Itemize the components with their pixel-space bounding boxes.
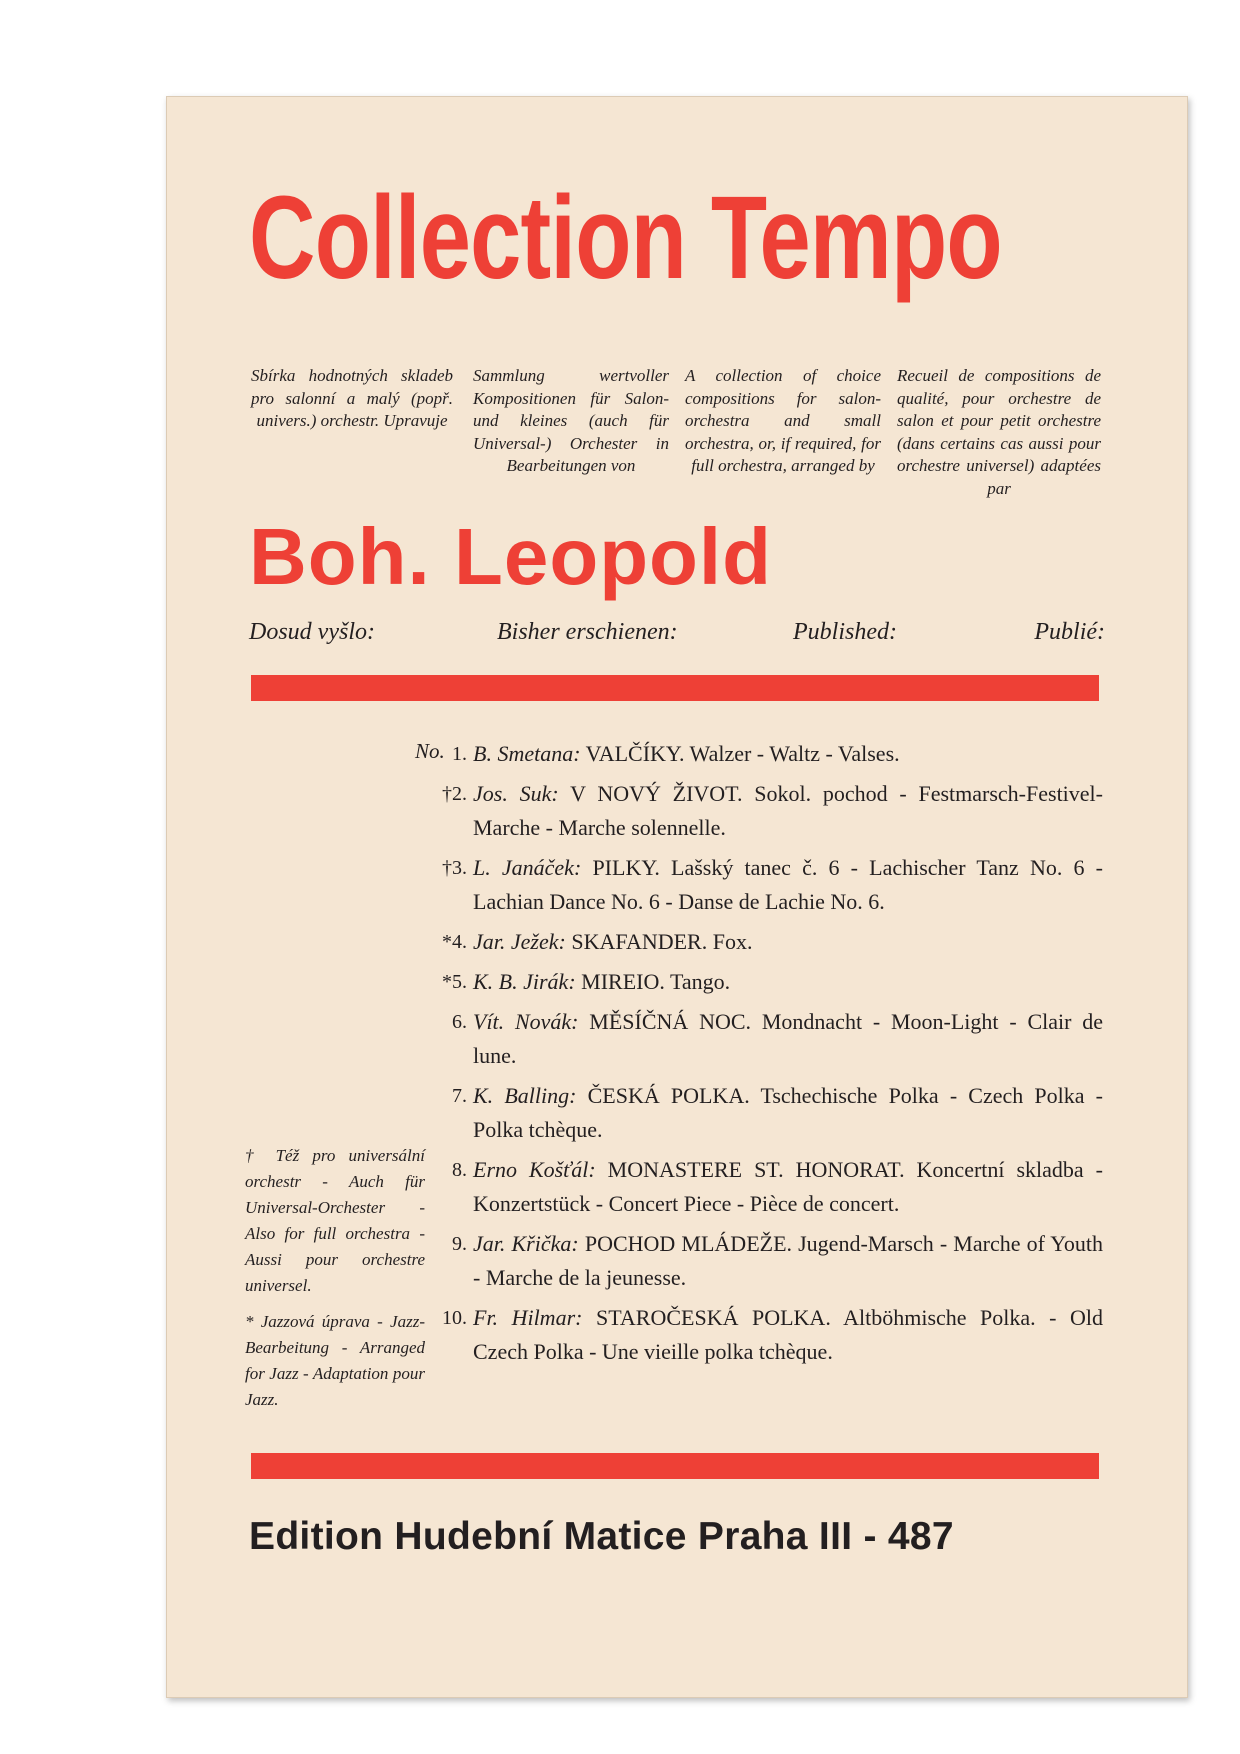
entry-composer: Fr. Hilmar: [473, 1305, 583, 1330]
entry-composer: Erno Košťál: [473, 1157, 596, 1182]
entry-title: PILKY. Lašský tanec č. 6 - Lachischer Tanz No. 6 - Lachian Dance No. 6 - Danse de Lachie No. 6. [473, 855, 1103, 914]
description-french: Recueil de compositions de qualité, pour orchestre de salon et pour petit orchestre (dans certains cas aussi pour orchestre universel) adaptées par [897, 366, 1101, 498]
entry-title: MIREIO. Tango. [581, 969, 731, 994]
published-label-french: Publié: [1034, 619, 1105, 645]
entry-composer: K. B. Jirák: [473, 969, 576, 994]
entry-title: POCHOD MLÁDEŽE. Jugend-Marsch - Marche of Youth - Marche de la jeunesse. [473, 1231, 1104, 1290]
entry-number: 1. [452, 743, 467, 765]
entry-title: STAROČESKÁ POLKA. Altböhmische Polka. - Old Czech Polka - Une vieille polka tchèque. [473, 1305, 1104, 1364]
catalogue-entry [411, 965, 1103, 999]
entry-number: 10. [442, 1307, 467, 1329]
entry-number: *4. [442, 931, 467, 953]
catalogue-entry [411, 737, 1103, 771]
entry-title: MĚSÍČNÁ NOC. Mondnacht - Moon-Light - Clair de lune. [473, 1009, 1103, 1068]
editor-name: Boh. Leopold [249, 512, 773, 601]
top-divider-bar [251, 675, 1099, 701]
catalogue-list [411, 737, 1103, 1375]
number-label: No. [415, 739, 445, 763]
footnote-asterisk: * Jazzová úprava - Jazz-Bearbeitung - Arranged for Jazz - Adaptation pour Jazz. [245, 1312, 425, 1409]
entry-number: 6. [452, 1011, 467, 1033]
entry-composer: B. Smetana: [473, 741, 581, 766]
entry-composer: Jar. Ježek: [473, 929, 566, 954]
entry-composer: K. Balling: [473, 1083, 577, 1108]
published-label-german: Bisher erschienen: [497, 619, 678, 645]
entry-title: ČESKÁ POLKA. Tschechische Polka - Czech Polka - Polka tchèque. [473, 1083, 1104, 1142]
catalogue-entry [411, 925, 1103, 959]
entry-composer: Jar. Křička: [473, 1231, 579, 1256]
published-label-english: Published: [793, 619, 897, 645]
entry-number: †3. [442, 857, 467, 879]
published-label-czech: Dosud vyšlo: [249, 619, 375, 645]
bottom-divider-bar [251, 1453, 1099, 1479]
footnotes [245, 1143, 425, 1423]
entry-number: 7. [452, 1085, 467, 1107]
catalogue-entry [411, 1153, 1103, 1221]
catalogue-entry [411, 1227, 1103, 1295]
entry-title: SKAFANDER. Fox. [571, 929, 753, 954]
entry-title: MONASTERE ST. HONORAT. Koncertní skladba - Konzertstück - Concert Piece - Pièce de concert. [473, 1157, 1103, 1216]
entry-number: 9. [452, 1233, 467, 1255]
collection-title: Collection Tempo [249, 172, 1002, 304]
catalogue-entry [411, 1301, 1103, 1369]
description-german: Sammlung wertvoller Kompositionen für Salon- und kleines (auch für Universal-) Orchester in Bearbeitungen von [473, 366, 669, 475]
catalogue-entry [411, 777, 1103, 845]
entry-composer: Vít. Novák: [473, 1009, 579, 1034]
entry-number: †2. [442, 783, 467, 805]
entry-number: 8. [452, 1159, 467, 1181]
description-czech: Sbírka hodnotných skladeb pro salonní a malý (popř. univers.) orchestr. Upravuje [251, 366, 453, 430]
entry-composer: Jos. Suk: [473, 781, 559, 806]
document-page [166, 96, 1188, 1698]
catalogue-entry [411, 1079, 1103, 1147]
description-english: A collection of choice compositions for salon-orchestra and small orchestra, or, if required, for full orchestra, arranged by [685, 366, 881, 475]
entry-title: VALČÍKY. Walzer - Waltz - Valses. [585, 741, 900, 766]
entry-title: V NOVÝ ŽIVOT. Sokol. pochod - Festmarsch-Festivel-Marche - Marche solennelle. [473, 781, 1103, 840]
entry-number: *5. [442, 971, 467, 993]
entry-composer: L. Janáček: [473, 855, 582, 880]
publisher-imprint: Edition Hudební Matice Praha III - 487 [249, 1515, 954, 1558]
catalogue-entry [411, 851, 1103, 919]
catalogue-entry [411, 1005, 1103, 1073]
footnote-dagger: † Též pro universální orchestr - Auch für Universal-Orchester - Also for full orchestra - Aussi pour orchestre universel. [245, 1146, 425, 1295]
